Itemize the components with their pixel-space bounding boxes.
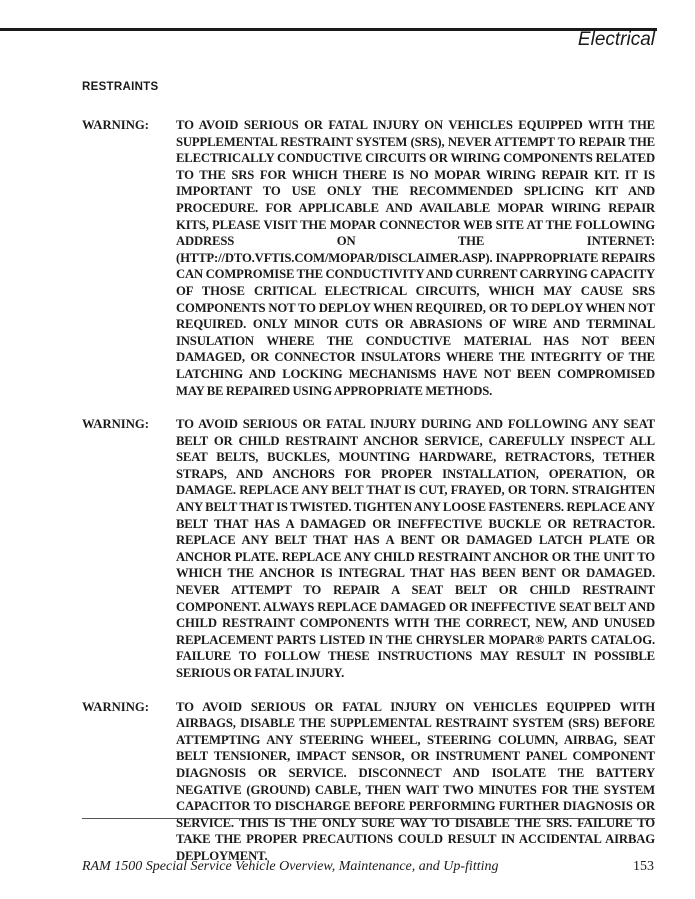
header-rule <box>0 28 657 31</box>
warnings-list <box>82 117 655 882</box>
warning-text: TO AVOID SERIOUS OR FATAL INJURY DURING AND FOLLOWING ANY SEAT BELT OR CHILD RESTRAINT ANCHOR SERVICE, CAREFULLY INSPECT ALL SEAT BELTS, BUCKLES, MOUNTING HARDWARE, RETRACTORS, TETHER STRAPS, AND ANCHORS FOR PROPER INSTALLATION, OPERATION, OR DAMAGE. REPLACE ANY BELT THAT IS CUT, FRAYED, OR TORN. STRAIGHTEN ANY BELT THAT IS TWISTED. TIGHTEN ANY LOOSE FASTENERS. REPLACE ANY BELT THAT HAS A DAMAGED OR INEFFECTIVE BUCKLE OR RETRACTOR. REPLACE ANY BELT THAT HAS A BENT OR DAMAGED LATCH PLATE OR ANCHOR PLATE. REPLACE ANY CHILD RESTRAINT ANCHOR OR THE UNIT TO WHICH THE ANCHOR IS INTEGRAL THAT HAS BEEN BENT OR DAMAGED. NEVER ATTEMPT TO REPAIR A SEAT BELT OR CHILD RESTRAINT COMPONENT. ALWAYS REPLACE DAMAGED OR INEFFECTIVE SEAT BELT AND CHILD RESTRAINT COMPONENTS WITH THE CORRECT, NEW, AND UNUSED REPLACEMENT PARTS LISTED IN THE CHRYSLER MOPAR® PARTS CATALOG. FAILURE TO FOLLOW THESE INSTRUCTIONS MAY RESULT IN POSSIBLE SERIOUS OR FATAL INJURY. <box>176 417 655 680</box>
section-title: RESTRAINTS <box>82 81 159 93</box>
page-number: 153 <box>633 859 654 874</box>
warning-label: WARNING: <box>82 699 149 714</box>
warning-label: WARNING: <box>82 118 149 132</box>
warning-label: WARNING: <box>82 417 149 432</box>
warning-block <box>82 699 655 865</box>
warning-text: TO AVOID SERIOUS OR FATAL INJURY ON VEHICLES EQUIPPED WITH AIRBAGS, DISABLE THE SUPPLEMENTAL RESTRAINT SYSTEM (SRS) BEFORE ATTEMPTING ANY STEERING WHEEL, STEERING COLUMN, AIRBAG, SEAT BELT TENSIONER, IMPACT SENSOR, OR INSTRUMENT PANEL COMPONENT DIAGNOSIS OR SERVICE. DISCONNECT AND ISOLATE THE BATTERY NEGATIVE (GROUND) CABLE, THEN WAIT TWO MINUTES FOR THE SYSTEM CAPACITOR TO DISCHARGE BEFORE PERFORMING FURTHER DIAGNOSIS OR SERVICE. THIS IS THE ONLY SURE WAY TO DISABLE THE SRS. FAILURE TO TAKE THE PROPER PRECAUTIONS COULD RESULT IN ACCIDENTAL AIRBAG DEPLOYMENT. <box>176 699 655 863</box>
footer-title: RAM 1500 Special Service Vehicle Overview, Maintenance, and Up-fitting <box>82 859 499 874</box>
warning-text: TO AVOID SERIOUS OR FATAL INJURY ON VEHICLES EQUIPPED WITH THE SUPPLEMENTAL RESTRAINT SYSTEM (SRS), NEVER ATTEMPT TO REPAIR THE ELECTRICALLY CONDUCTIVE CIRCUITS OR WIRING COMPONENTS RELATED TO THE SRS FOR WHICH THERE IS NO MOPAR WIRING REPAIR KIT. IT IS IMPORTANT TO USE ONLY THE RECOMMENDED SPLICING KIT AND PROCEDURE. FOR APPLICABLE AND AVAILABLE MOPAR WIRING REPAIR KITS, PLEASE VISIT THE MOPAR CONNECTOR WEB SITE AT THE FOLLOWING ADDRESS ON THE INTERNET: (HTTP://DTO.VFTIS.COM/MOPAR/DISCLAIMER.ASP). INAPPROPRIATE REPAIRS CAN COMPROMISE THE CONDUCTIVITY AND CURRENT CARRYING CAPACITY OF THOSE CRITICAL ELECTRICAL CIRCUITS, WHICH MAY CAUSE SRS COMPONENTS NOT TO DEPLOY WHEN REQUIRED, OR TO DEPLOY WHEN NOT REQUIRED. ONLY MINOR CUTS OR ABRASIONS OF WIRE AND TERMINAL INSULATION WHERE THE CONDUCTIVE MATERIAL HAS NOT BEEN DAMAGED, OR CONNECTOR INSULATORS WHERE THE INTEGRITY OF THE LATCHING AND LOCKING MECHANISMS HAVE NOT BEEN COMPROMISED MAY BE REPAIRED USING APPROPRIATE METHODS. <box>176 118 655 398</box>
warning-block <box>82 117 655 399</box>
footer-rule <box>82 818 655 819</box>
section-header: Electrical <box>577 29 655 50</box>
warning-block <box>82 416 655 682</box>
